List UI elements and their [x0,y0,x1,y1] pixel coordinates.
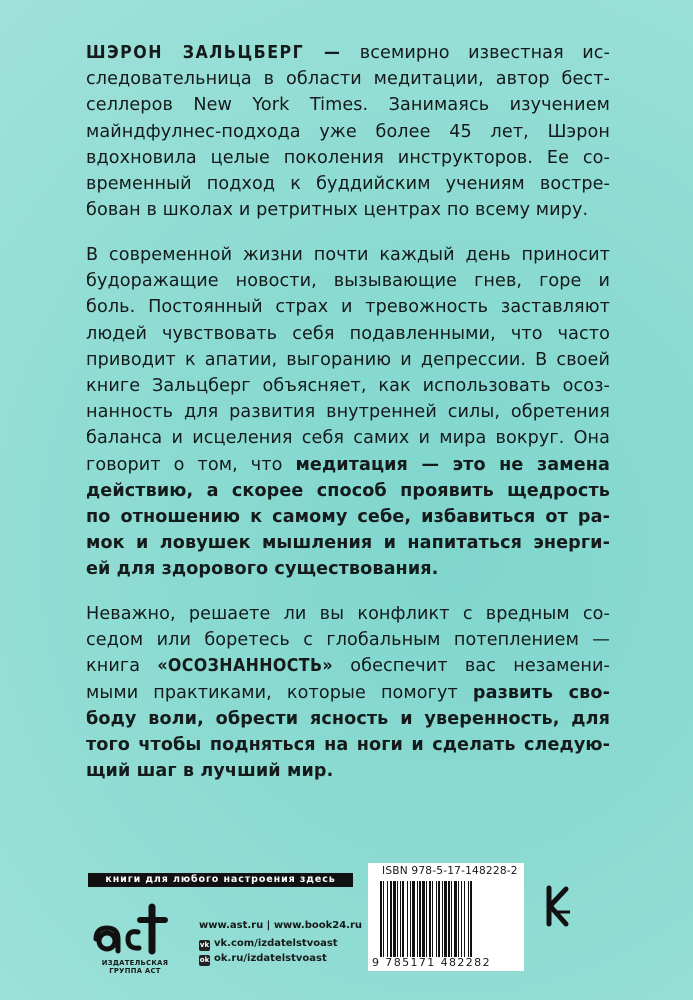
emphasis-line: того чтобы подняться на ноги и сделать следую- [86,735,610,756]
barcode-icon [380,881,510,957]
barcode-bar [417,881,418,957]
emphasis-line: щий шаг в лучший мир. [86,761,334,782]
barcode-bar [442,881,443,957]
bio-line: селлеров New York Times. Занимаясь изучением [86,95,610,116]
barcode-bar [468,881,469,957]
book-description-paragraph [86,242,610,583]
barcode-bar [432,881,433,957]
description-line: будоражащие новости, вызывающие гнев, горе и [86,271,610,292]
bio-line: следовательница в области медитации, автор бест- [86,69,610,90]
bio-line: майндфулнес-подхода уже более 45 лет, Шэрон [86,121,610,142]
barcode-bar [400,881,401,957]
bio-line: ШЭРОН ЗАЛЬЦБЕРГ — всемирно известная ис- [86,43,610,63]
vk-link[interactable]: vk vk.com/izdatelstvoast [199,938,338,949]
emphasis-text: развить сво- [472,682,611,703]
publisher-caption: ИЗДАТЕЛЬСКАЯ ГРУППА АСТ [101,959,169,975]
barcode-digits: 9 785171 482282 [372,956,491,969]
barcode-bar [419,881,421,957]
barcode-bar [380,881,382,957]
vk-icon: vk [199,941,210,949]
barcode-bar [464,881,465,957]
description-line: людей чувствовать себя подавленными, что часто [86,323,610,344]
ok-link[interactable]: ok ok.ru/izdatelstvoast [199,953,327,964]
barcode-bar [393,881,396,957]
bio-line: вдохновила целые поколения инструкторов. Ее со- [86,147,610,168]
emphasis-line: боду воли, обрести ясность и уверенность, для [86,708,610,729]
barcode-bar [402,881,404,957]
barcode-bar [387,881,388,957]
benefit-line: мыми практиками, которые помогут развить сво- [86,682,611,703]
barcode-bar [426,881,427,957]
emphasis-line: по отношению к самому себе, избавиться от ра- [86,507,610,528]
barcode-bar [444,881,447,957]
emphasis-text: медитация — это не замена [295,454,611,475]
emphasis-line: мок и ловушек мышления и напитаться энерги- [86,533,610,554]
description-line: приводит к апатии, выгоранию и депрессии. В своей [86,349,610,370]
emphasis-line: ей для здорового существования. [86,559,439,580]
barcode-bar [451,881,452,957]
barcode-bar [429,881,431,957]
bio-line: временный подход к буддийским учениям востре- [86,174,610,195]
barcode-bar [412,881,415,957]
barcode-bar [458,881,459,957]
book24-logo-icon [542,880,572,932]
barcode-bar [454,881,457,957]
bio-line: бован в школах и ретритных центрах по всему миру. [86,200,589,221]
barcode-bar [438,881,440,957]
benefit-line: книга «ОСОЗНАННОСТЬ» обеспечит вас незамени- [86,656,610,677]
barcode-bar [407,881,408,957]
author-bio-paragraph [86,40,610,223]
benefit-line: седом или боретесь с глобальным потеплением — [86,630,610,651]
description-line: книге Зальцберг объясняет, как использовать осоз- [86,376,610,397]
barcode-bar [397,881,398,957]
book-benefits-paragraph [86,601,610,784]
author-name: ШЭРОН ЗАЛЬЦБЕРГ — [86,43,342,63]
isbn-barcode-box [368,863,524,971]
ok-icon: ok [199,956,210,964]
publisher-websites[interactable]: www.ast.ru | www.book24.ru [199,920,363,931]
description-line: боль. Постоянный страх и тревожность заставляют [86,297,610,318]
barcode-bar [383,881,384,957]
slogan-bar: книги для любого настроения здесь [88,873,353,887]
description-line: нанность для развития внутренней силы, обретения [86,402,610,423]
description-line: В современной жизни почти каждый день приносит [86,245,610,265]
barcode-bar [461,881,462,957]
description-line: говорит о том, что медитация — это не замена [86,454,611,475]
description-line: баланса и исцеления себя самих и мира вокруг. Она [86,428,610,449]
barcode-bar [422,881,425,957]
emphasis-line: действию, а скорее способ проявить щедрость [86,480,610,501]
barcode-bar [436,881,437,957]
book-title: «ОСОЗНАННОСТЬ» [157,656,334,677]
barcode-bar [410,881,411,957]
barcode-bar [448,881,450,957]
barcode-bar [390,881,392,957]
barcode-bar [470,881,472,957]
ast-logo-icon [90,903,168,955]
isbn-label: ISBN 978-5-17-148228-2 [382,865,518,877]
benefit-line: Неважно, решаете ли вы конфликт с вредным со- [86,604,610,624]
